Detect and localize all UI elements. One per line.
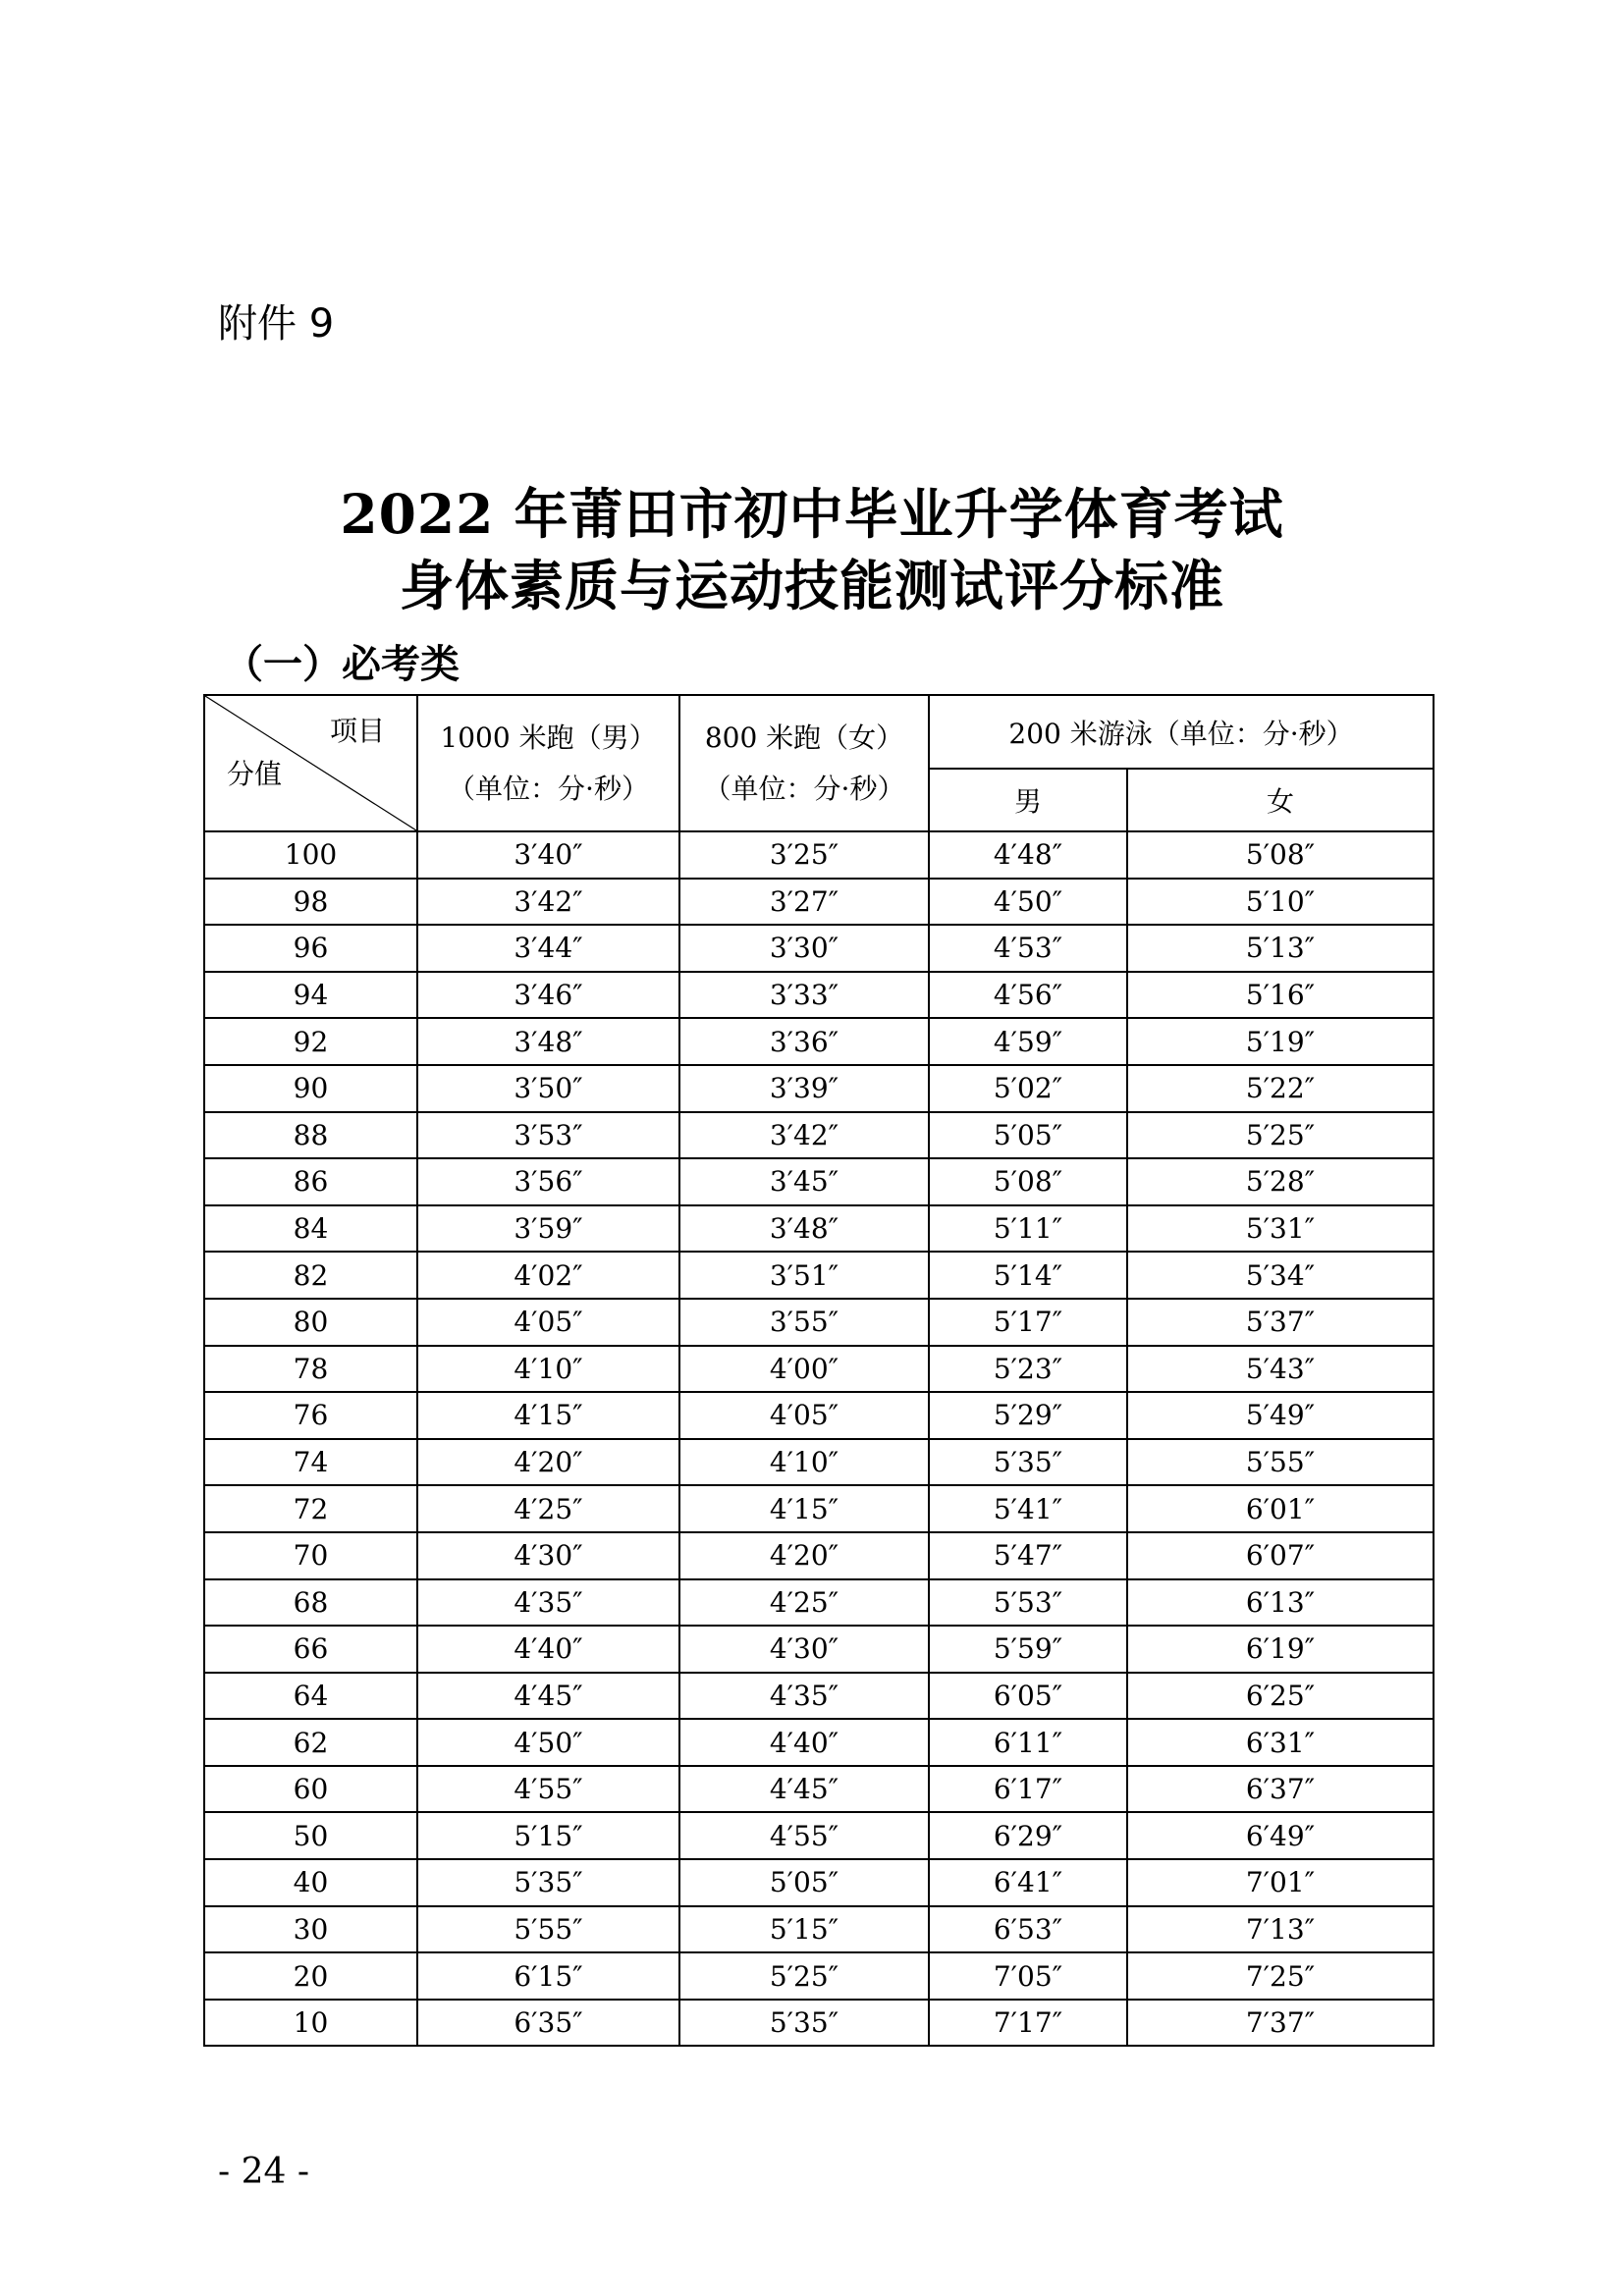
swim-female-cell: 5′31″ xyxy=(1127,1205,1434,1253)
time-1000m-cell: 3′46″ xyxy=(417,972,679,1019)
time-1000m-cell: 4′40″ xyxy=(417,1626,679,1673)
table-row xyxy=(204,1906,1434,1953)
table-row xyxy=(204,1252,1434,1299)
swim-male-cell: 5′05″ xyxy=(929,1112,1127,1159)
time-1000m-cell: 3′48″ xyxy=(417,1018,679,1065)
time-1000m-cell: 4′15″ xyxy=(417,1392,679,1439)
table-row xyxy=(204,1112,1434,1159)
swim-male-cell: 5′29″ xyxy=(929,1392,1127,1439)
time-1000m-cell: 4′55″ xyxy=(417,1766,679,1813)
table-row xyxy=(204,925,1434,972)
time-1000m-cell: 4′02″ xyxy=(417,1252,679,1299)
swim-male-cell: 7′17″ xyxy=(929,2000,1127,2047)
table-row xyxy=(204,879,1434,926)
score-cell: 64 xyxy=(204,1673,417,1720)
score-cell: 98 xyxy=(204,879,417,926)
score-cell: 80 xyxy=(204,1299,417,1346)
section-title: （一）必考类 xyxy=(224,641,460,687)
swim-female-cell: 5′49″ xyxy=(1127,1392,1434,1439)
swim-male-cell: 4′56″ xyxy=(929,972,1127,1019)
swim-female-cell: 5′34″ xyxy=(1127,1252,1434,1299)
time-800m-cell: 3′51″ xyxy=(679,1252,929,1299)
swim-female-cell: 6′37″ xyxy=(1127,1766,1434,1813)
swim-female-cell: 7′37″ xyxy=(1127,2000,1434,2047)
time-1000m-cell: 5′55″ xyxy=(417,1906,679,1953)
score-cell: 100 xyxy=(204,831,417,879)
table-row xyxy=(204,1346,1434,1393)
attachment-label: 附件 9 xyxy=(218,301,335,347)
swim-female-cell: 6′01″ xyxy=(1127,1485,1434,1532)
time-1000m-cell: 3′56″ xyxy=(417,1158,679,1205)
time-800m-cell: 3′39″ xyxy=(679,1065,929,1112)
time-1000m-cell: 4′10″ xyxy=(417,1346,679,1393)
swim-female-cell: 5′19″ xyxy=(1127,1018,1434,1065)
swim-female-cell: 5′16″ xyxy=(1127,972,1434,1019)
swim-female-cell: 5′08″ xyxy=(1127,831,1434,879)
swim-male-cell: 5′53″ xyxy=(929,1579,1127,1627)
swim-male-cell: 5′47″ xyxy=(929,1532,1127,1579)
table-row xyxy=(204,1439,1434,1486)
table-row xyxy=(204,1673,1434,1720)
time-800m-cell: 3′45″ xyxy=(679,1158,929,1205)
time-800m-cell: 4′20″ xyxy=(679,1532,929,1579)
page-number: - 24 - xyxy=(218,2152,310,2192)
time-800m-cell: 5′15″ xyxy=(679,1906,929,1953)
header-800m xyxy=(679,695,929,831)
swim-male-cell: 4′48″ xyxy=(929,831,1127,879)
time-800m-cell: 3′27″ xyxy=(679,879,929,926)
table-row xyxy=(204,1859,1434,1906)
time-800m-cell: 4′25″ xyxy=(679,1579,929,1627)
time-1000m-cell: 4′50″ xyxy=(417,1719,679,1766)
time-800m-cell: 4′35″ xyxy=(679,1673,929,1720)
time-1000m-cell: 4′05″ xyxy=(417,1299,679,1346)
time-800m-cell: 4′15″ xyxy=(679,1485,929,1532)
table-row xyxy=(204,1392,1434,1439)
time-1000m-cell: 4′35″ xyxy=(417,1579,679,1627)
time-1000m-cell: 4′45″ xyxy=(417,1673,679,1720)
table-row xyxy=(204,831,1434,879)
table-row xyxy=(204,1018,1434,1065)
time-1000m-cell: 3′53″ xyxy=(417,1112,679,1159)
swim-female-cell: 6′19″ xyxy=(1127,1626,1434,1673)
score-cell: 62 xyxy=(204,1719,417,1766)
swim-female-cell: 6′25″ xyxy=(1127,1673,1434,1720)
score-cell: 92 xyxy=(204,1018,417,1065)
header-800m-unit: （单位：分·秒） xyxy=(703,772,905,805)
corner-label-score: 分值 xyxy=(227,758,283,790)
swim-male-cell: 6′05″ xyxy=(929,1673,1127,1720)
time-1000m-cell: 3′44″ xyxy=(417,925,679,972)
time-800m-cell: 3′48″ xyxy=(679,1205,929,1253)
swim-female-cell: 6′49″ xyxy=(1127,1812,1434,1859)
score-cell: 78 xyxy=(204,1346,417,1393)
table-row xyxy=(204,1065,1434,1112)
score-cell: 70 xyxy=(204,1532,417,1579)
time-800m-cell: 4′00″ xyxy=(679,1346,929,1393)
score-cell: 90 xyxy=(204,1065,417,1112)
table-row xyxy=(204,1626,1434,1673)
time-1000m-cell: 3′42″ xyxy=(417,879,679,926)
table-row xyxy=(204,1205,1434,1253)
score-cell: 82 xyxy=(204,1252,417,1299)
score-cell: 20 xyxy=(204,1952,417,2000)
time-1000m-cell: 4′30″ xyxy=(417,1532,679,1579)
document-title-line2: 身体素质与运动技能测试评分标准 xyxy=(399,554,1224,617)
score-cell: 40 xyxy=(204,1859,417,1906)
swim-male-cell: 4′50″ xyxy=(929,879,1127,926)
score-cell: 96 xyxy=(204,925,417,972)
table-row xyxy=(204,1299,1434,1346)
swim-female-cell: 7′25″ xyxy=(1127,1952,1434,2000)
time-800m-cell: 4′05″ xyxy=(679,1392,929,1439)
swim-male-cell: 5′02″ xyxy=(929,1065,1127,1112)
swim-female-cell: 5′37″ xyxy=(1127,1299,1434,1346)
time-800m-cell: 3′25″ xyxy=(679,831,929,879)
swim-female-cell: 6′07″ xyxy=(1127,1532,1434,1579)
swim-female-cell: 5′28″ xyxy=(1127,1158,1434,1205)
table-row xyxy=(204,2000,1434,2047)
header-1000m-name: 1000 米跑（男） xyxy=(440,721,657,754)
time-800m-cell: 5′35″ xyxy=(679,2000,929,2047)
time-800m-cell: 4′10″ xyxy=(679,1439,929,1486)
swim-female-cell: 5′25″ xyxy=(1127,1112,1434,1159)
table-row xyxy=(204,1579,1434,1627)
header-1000m xyxy=(417,695,679,831)
table-row xyxy=(204,1158,1434,1205)
time-800m-cell: 4′30″ xyxy=(679,1626,929,1673)
swim-female-cell: 5′43″ xyxy=(1127,1346,1434,1393)
header-800m-name: 800 米跑（女） xyxy=(704,721,904,754)
header-200m-swim: 200 米游泳（单位：分·秒） xyxy=(929,695,1434,769)
swim-male-cell: 5′08″ xyxy=(929,1158,1127,1205)
score-cell: 60 xyxy=(204,1766,417,1813)
time-800m-cell: 3′36″ xyxy=(679,1018,929,1065)
table-row xyxy=(204,1532,1434,1579)
swim-male-cell: 4′53″ xyxy=(929,925,1127,972)
time-1000m-cell: 4′20″ xyxy=(417,1439,679,1486)
score-cell: 88 xyxy=(204,1112,417,1159)
score-cell: 94 xyxy=(204,972,417,1019)
document-title-line1: 2022 年莆田市初中毕业升学体育考试 xyxy=(340,482,1284,546)
score-cell: 86 xyxy=(204,1158,417,1205)
table-row xyxy=(204,1812,1434,1859)
swim-female-cell: 5′13″ xyxy=(1127,925,1434,972)
swim-female-cell: 6′31″ xyxy=(1127,1719,1434,1766)
swim-male-cell: 6′17″ xyxy=(929,1766,1127,1813)
table-row xyxy=(204,972,1434,1019)
score-cell: 68 xyxy=(204,1579,417,1627)
corner-label-item: 项目 xyxy=(329,715,385,747)
swim-male-cell: 5′14″ xyxy=(929,1252,1127,1299)
header-swim-female: 女 xyxy=(1127,769,1434,831)
swim-male-cell: 6′11″ xyxy=(929,1719,1127,1766)
swim-male-cell: 5′41″ xyxy=(929,1485,1127,1532)
corner-header-cell xyxy=(204,695,417,831)
time-1000m-cell: 6′35″ xyxy=(417,2000,679,2047)
swim-female-cell: 5′10″ xyxy=(1127,879,1434,926)
swim-female-cell: 5′22″ xyxy=(1127,1065,1434,1112)
swim-male-cell: 6′29″ xyxy=(929,1812,1127,1859)
time-1000m-cell: 4′25″ xyxy=(417,1485,679,1532)
time-800m-cell: 4′40″ xyxy=(679,1719,929,1766)
table-row xyxy=(204,1719,1434,1766)
table-row xyxy=(204,1766,1434,1813)
score-cell: 74 xyxy=(204,1439,417,1486)
time-1000m-cell: 5′15″ xyxy=(417,1812,679,1859)
time-1000m-cell: 3′50″ xyxy=(417,1065,679,1112)
time-800m-cell: 4′45″ xyxy=(679,1766,929,1813)
time-1000m-cell: 5′35″ xyxy=(417,1859,679,1906)
header-1000m-unit: （单位：分·秒） xyxy=(448,772,649,805)
table-row xyxy=(204,1952,1434,2000)
swim-male-cell: 5′59″ xyxy=(929,1626,1127,1673)
swim-male-cell: 6′53″ xyxy=(929,1906,1127,1953)
time-1000m-cell: 3′40″ xyxy=(417,831,679,879)
time-1000m-cell: 3′59″ xyxy=(417,1205,679,1253)
score-cell: 10 xyxy=(204,2000,417,2047)
score-cell: 50 xyxy=(204,1812,417,1859)
scoring-table xyxy=(203,694,1435,2047)
time-1000m-cell: 6′15″ xyxy=(417,1952,679,2000)
swim-male-cell: 5′11″ xyxy=(929,1205,1127,1253)
score-cell: 30 xyxy=(204,1906,417,1953)
header-swim-male: 男 xyxy=(929,769,1127,831)
swim-male-cell: 7′05″ xyxy=(929,1952,1127,2000)
time-800m-cell: 3′33″ xyxy=(679,972,929,1019)
swim-male-cell: 5′23″ xyxy=(929,1346,1127,1393)
score-cell: 84 xyxy=(204,1205,417,1253)
swim-male-cell: 5′35″ xyxy=(929,1439,1127,1486)
score-cell: 66 xyxy=(204,1626,417,1673)
swim-female-cell: 6′13″ xyxy=(1127,1579,1434,1627)
score-cell: 72 xyxy=(204,1485,417,1532)
swim-male-cell: 6′41″ xyxy=(929,1859,1127,1906)
swim-male-cell: 4′59″ xyxy=(929,1018,1127,1065)
table-row xyxy=(204,1485,1434,1532)
time-800m-cell: 5′05″ xyxy=(679,1859,929,1906)
swim-female-cell: 7′13″ xyxy=(1127,1906,1434,1953)
swim-female-cell: 7′01″ xyxy=(1127,1859,1434,1906)
time-800m-cell: 5′25″ xyxy=(679,1952,929,2000)
swim-male-cell: 5′17″ xyxy=(929,1299,1127,1346)
table-body xyxy=(204,831,1434,2046)
time-800m-cell: 3′30″ xyxy=(679,925,929,972)
score-cell: 76 xyxy=(204,1392,417,1439)
swim-female-cell: 5′55″ xyxy=(1127,1439,1434,1486)
time-800m-cell: 3′42″ xyxy=(679,1112,929,1159)
time-800m-cell: 4′55″ xyxy=(679,1812,929,1859)
time-800m-cell: 3′55″ xyxy=(679,1299,929,1346)
